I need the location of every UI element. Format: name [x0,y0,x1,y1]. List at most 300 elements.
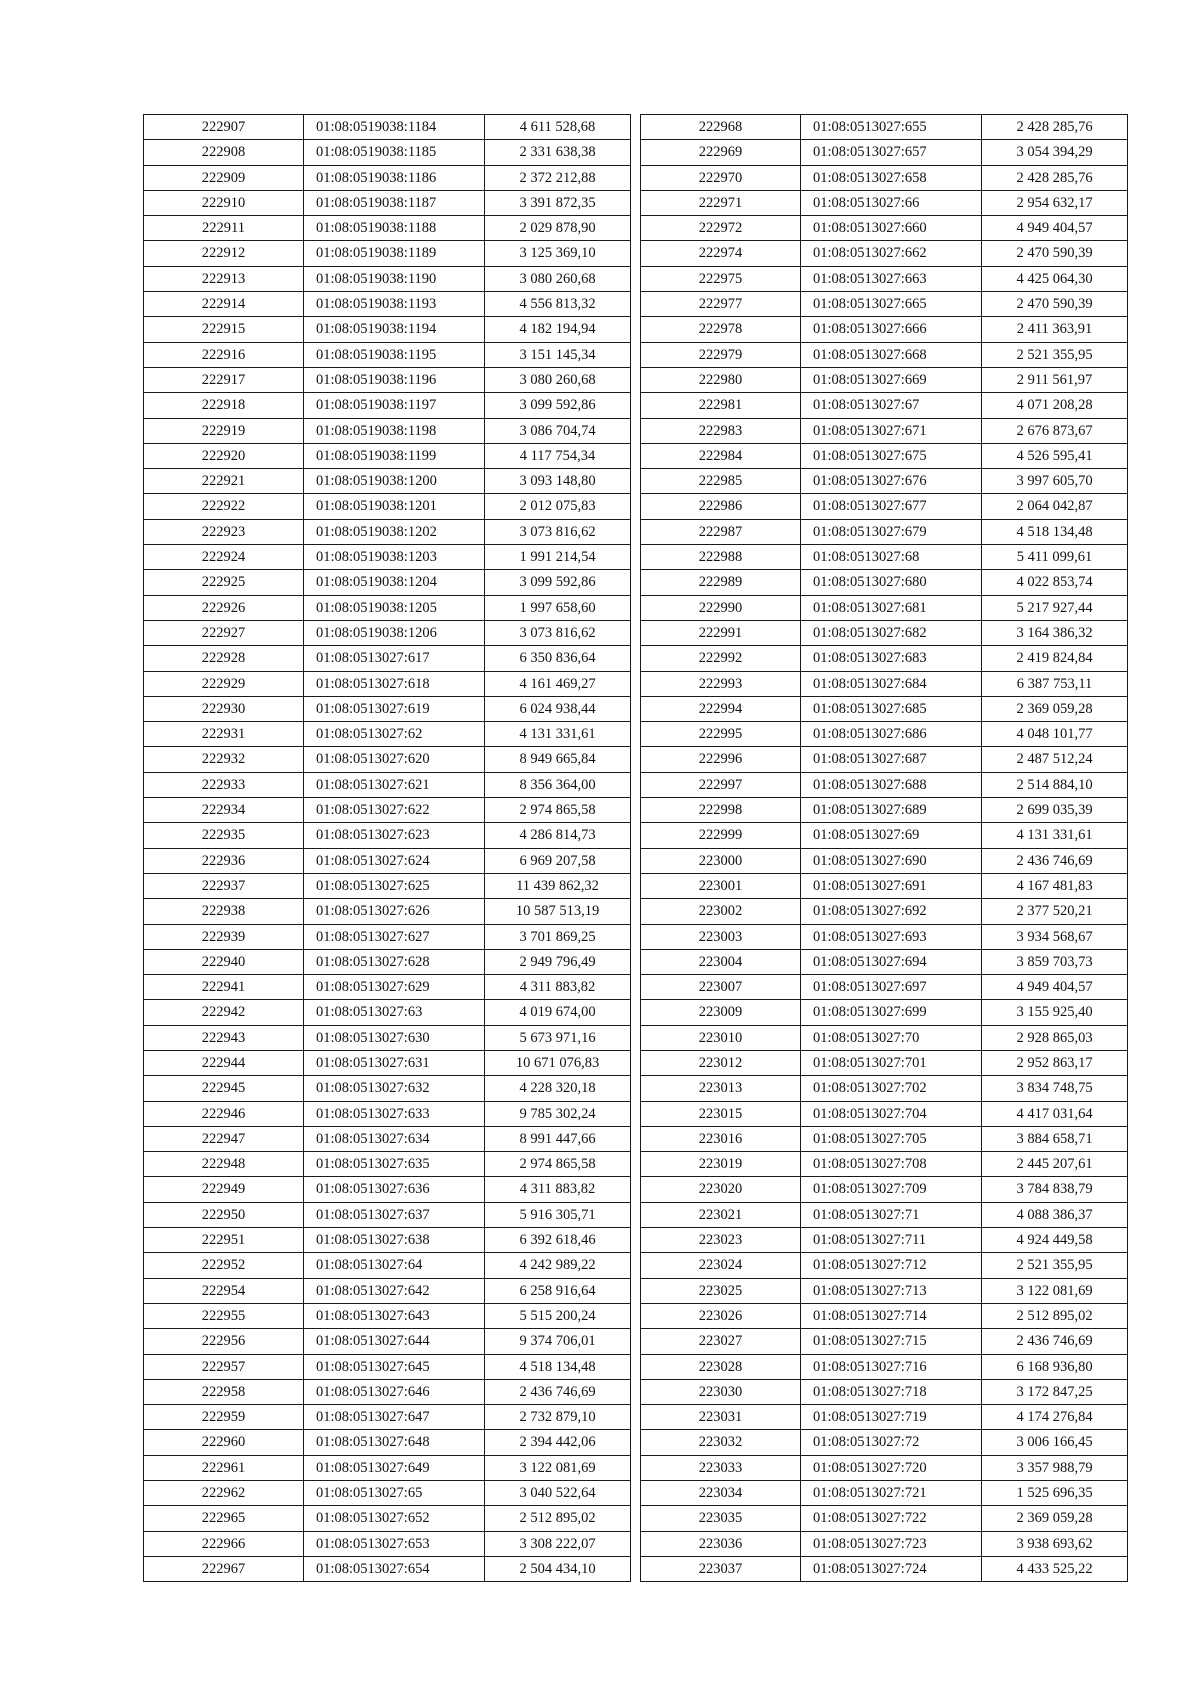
cadastral-value: 9 374 706,01 [485,1329,631,1354]
row-number: 222947 [144,1126,304,1151]
row-number: 222994 [641,696,801,721]
cadastral-value: 3 834 748,75 [982,1076,1128,1101]
cadastral-value: 4 117 754,34 [485,443,631,468]
table-row [144,241,631,266]
cadastral-value: 1 525 696,35 [982,1481,1128,1506]
cadastral-value: 2 514 884,10 [982,772,1128,797]
cadastral-value: 8 949 665,84 [485,747,631,772]
cadastral-value: 2 911 561,97 [982,367,1128,392]
cadastral-number: 01:08:0513027:621 [304,772,485,797]
row-number: 222951 [144,1228,304,1253]
cadastral-value: 2 512 895,02 [485,1506,631,1531]
cadastral-number: 01:08:0519038:1195 [304,342,485,367]
cadastral-number: 01:08:0513027:712 [801,1253,982,1278]
row-number: 222979 [641,342,801,367]
table-row [641,722,1128,747]
cadastral-value: 4 131 331,61 [982,823,1128,848]
table-row [641,418,1128,443]
row-number: 222987 [641,519,801,544]
table-row [641,342,1128,367]
row-number: 222912 [144,241,304,266]
row-number: 223035 [641,1506,801,1531]
cadastral-value: 4 949 404,57 [982,975,1128,1000]
table-row [144,873,631,898]
cadastral-number: 01:08:0513027:705 [801,1126,982,1151]
cadastral-value: 8 356 364,00 [485,772,631,797]
cadastral-number: 01:08:0513027:619 [304,696,485,721]
cadastral-value: 3 357 988,79 [982,1455,1128,1480]
table-row [641,975,1128,1000]
cadastral-value: 4 433 525,22 [982,1556,1128,1581]
row-number: 223019 [641,1152,801,1177]
cadastral-value: 2 428 285,76 [982,115,1128,140]
row-number: 222996 [641,747,801,772]
cadastral-number: 01:08:0513027:635 [304,1152,485,1177]
cadastral-value: 3 093 148,80 [485,469,631,494]
cadastral-value: 2 331 638,38 [485,140,631,165]
cadastral-value: 1 991 214,54 [485,545,631,570]
table-row [144,469,631,494]
table-row [641,266,1128,291]
cadastral-number: 01:08:0513027:71 [801,1202,982,1227]
row-number: 222997 [641,772,801,797]
table-row [641,1481,1128,1506]
row-number: 223028 [641,1354,801,1379]
cadastral-value: 2 949 796,49 [485,949,631,974]
cadastral-number: 01:08:0519038:1184 [304,115,485,140]
table-row [144,1405,631,1430]
cadastral-value: 3 784 838,79 [982,1177,1128,1202]
cadastral-value: 4 088 386,37 [982,1202,1128,1227]
row-number: 223031 [641,1405,801,1430]
row-number: 222931 [144,722,304,747]
row-number: 223023 [641,1228,801,1253]
row-number: 222940 [144,949,304,974]
row-number: 222958 [144,1379,304,1404]
row-number: 222909 [144,165,304,190]
row-number: 223033 [641,1455,801,1480]
cadastral-number: 01:08:0513027:680 [801,570,982,595]
cadastral-number: 01:08:0513027:724 [801,1556,982,1581]
cadastral-value: 4 019 674,00 [485,1000,631,1025]
table-row [641,1455,1128,1480]
table-row [144,317,631,342]
cadastral-number: 01:08:0513027:658 [801,165,982,190]
row-number: 222980 [641,367,801,392]
table-row [641,519,1128,544]
row-number: 222913 [144,266,304,291]
table-row [641,1050,1128,1075]
cadastral-number: 01:08:0513027:721 [801,1481,982,1506]
cadastral-value: 4 311 883,82 [485,975,631,1000]
cadastral-value: 10 671 076,83 [485,1050,631,1075]
row-number: 222961 [144,1455,304,1480]
row-number: 222924 [144,545,304,570]
table-row [144,722,631,747]
cadastral-value: 5 411 099,61 [982,545,1128,570]
cadastral-number: 01:08:0513027:677 [801,494,982,519]
cadastral-value: 6 392 618,46 [485,1228,631,1253]
cadastral-value: 2 436 746,69 [982,848,1128,873]
cadastral-value: 4 518 134,48 [485,1354,631,1379]
cadastral-number: 01:08:0513027:682 [801,620,982,645]
table-row [144,1278,631,1303]
cadastral-value: 2 436 746,69 [485,1379,631,1404]
cadastral-value: 5 673 971,16 [485,1025,631,1050]
table-row [641,241,1128,266]
table-row [144,1556,631,1581]
table-row [641,115,1128,140]
row-number: 223010 [641,1025,801,1050]
row-number: 222966 [144,1531,304,1556]
cadastral-number: 01:08:0513027:675 [801,443,982,468]
row-number: 222919 [144,418,304,443]
table-row [641,1126,1128,1151]
row-number: 222991 [641,620,801,645]
cadastral-value: 3 164 386,32 [982,620,1128,645]
table-row [144,1481,631,1506]
cadastral-value: 4 242 989,22 [485,1253,631,1278]
table-row [144,620,631,645]
cadastral-number: 01:08:0513027:638 [304,1228,485,1253]
row-number: 222930 [144,696,304,721]
cadastral-number: 01:08:0519038:1203 [304,545,485,570]
cadastral-number: 01:08:0519038:1204 [304,570,485,595]
cadastral-number: 01:08:0513027:632 [304,1076,485,1101]
cadastral-value: 4 048 101,77 [982,722,1128,747]
table-row [144,1379,631,1404]
table-row [144,823,631,848]
cadastral-number: 01:08:0513027:630 [304,1025,485,1050]
table-row [641,1202,1128,1227]
row-number: 222944 [144,1050,304,1075]
table-row [144,1253,631,1278]
cadastral-number: 01:08:0513027:671 [801,418,982,443]
row-number: 222984 [641,443,801,468]
row-number: 222943 [144,1025,304,1050]
cadastral-value: 8 991 447,66 [485,1126,631,1151]
table-row [641,1152,1128,1177]
table-row [144,1506,631,1531]
table-row [144,646,631,671]
row-number: 222910 [144,190,304,215]
cadastral-value: 3 122 081,69 [485,1455,631,1480]
cadastral-value: 2 512 895,02 [982,1303,1128,1328]
cadastral-number: 01:08:0519038:1205 [304,595,485,620]
cadastral-table-left [143,114,631,1582]
cadastral-value: 2 487 512,24 [982,747,1128,772]
row-number: 223012 [641,1050,801,1075]
table-row [144,1152,631,1177]
cadastral-number: 01:08:0513027:631 [304,1050,485,1075]
table-row [144,1354,631,1379]
cadastral-number: 01:08:0513027:697 [801,975,982,1000]
cadastral-number: 01:08:0513027:720 [801,1455,982,1480]
cadastral-value: 3 006 166,45 [982,1430,1128,1455]
cadastral-number: 01:08:0513027:628 [304,949,485,974]
table-row [641,140,1128,165]
cadastral-number: 01:08:0513027:649 [304,1455,485,1480]
row-number: 222967 [144,1556,304,1581]
row-number: 222970 [641,165,801,190]
cadastral-number: 01:08:0513027:683 [801,646,982,671]
table-row [144,696,631,721]
table-row [144,190,631,215]
cadastral-number: 01:08:0513027:723 [801,1531,982,1556]
cadastral-value: 2 411 363,91 [982,317,1128,342]
row-number: 223026 [641,1303,801,1328]
cadastral-value: 4 556 813,32 [485,292,631,317]
cadastral-number: 01:08:0513027:623 [304,823,485,848]
cadastral-number: 01:08:0513027:701 [801,1050,982,1075]
table-row [641,1405,1128,1430]
cadastral-value: 2 699 035,39 [982,798,1128,823]
table-row [641,317,1128,342]
row-number: 222932 [144,747,304,772]
cadastral-number: 01:08:0513027:644 [304,1329,485,1354]
table-row [144,393,631,418]
cadastral-number: 01:08:0513027:653 [304,1531,485,1556]
cadastral-number: 01:08:0513027:709 [801,1177,982,1202]
cadastral-number: 01:08:0513027:67 [801,393,982,418]
cadastral-value: 5 217 927,44 [982,595,1128,620]
cadastral-number: 01:08:0519038:1189 [304,241,485,266]
row-number: 223037 [641,1556,801,1581]
table-row [144,140,631,165]
cadastral-number: 01:08:0519038:1197 [304,393,485,418]
cadastral-number: 01:08:0513027:669 [801,367,982,392]
row-number: 222936 [144,848,304,873]
cadastral-number: 01:08:0513027:660 [801,216,982,241]
row-number: 222998 [641,798,801,823]
cadastral-number: 01:08:0513027:690 [801,848,982,873]
table-row [641,1177,1128,1202]
cadastral-number: 01:08:0519038:1201 [304,494,485,519]
cadastral-value: 3 080 260,68 [485,266,631,291]
cadastral-number: 01:08:0513027:625 [304,873,485,898]
cadastral-number: 01:08:0513027:694 [801,949,982,974]
table-row [641,165,1128,190]
row-number: 222978 [641,317,801,342]
cadastral-number: 01:08:0519038:1202 [304,519,485,544]
row-number: 222908 [144,140,304,165]
table-row [641,190,1128,215]
cadastral-value: 2 974 865,58 [485,1152,631,1177]
table-row [144,1101,631,1126]
table-row [641,1278,1128,1303]
row-number: 222945 [144,1076,304,1101]
cadastral-value: 2 419 824,84 [982,646,1128,671]
row-number: 222915 [144,317,304,342]
row-number: 223025 [641,1278,801,1303]
cadastral-number: 01:08:0513027:652 [304,1506,485,1531]
cadastral-value: 4 417 031,64 [982,1101,1128,1126]
cadastral-number: 01:08:0513027:624 [304,848,485,873]
row-number: 222918 [144,393,304,418]
table-row [144,1303,631,1328]
cadastral-value: 3 859 703,73 [982,949,1128,974]
cadastral-value: 5 916 305,71 [485,1202,631,1227]
cadastral-value: 4 311 883,82 [485,1177,631,1202]
row-number: 222937 [144,873,304,898]
cadastral-value: 2 470 590,39 [982,292,1128,317]
table-row [641,443,1128,468]
row-number: 222960 [144,1430,304,1455]
table-row [641,1531,1128,1556]
table-row [144,848,631,873]
cadastral-number: 01:08:0513027:618 [304,671,485,696]
cadastral-number: 01:08:0513027:665 [801,292,982,317]
row-number: 222995 [641,722,801,747]
row-number: 222955 [144,1303,304,1328]
cadastral-number: 01:08:0519038:1190 [304,266,485,291]
cadastral-value: 10 587 513,19 [485,899,631,924]
row-number: 223020 [641,1177,801,1202]
cadastral-value: 9 785 302,24 [485,1101,631,1126]
cadastral-value: 2 029 878,90 [485,216,631,241]
row-number: 223004 [641,949,801,974]
cadastral-value: 3 151 145,34 [485,342,631,367]
cadastral-number: 01:08:0513027:685 [801,696,982,721]
table-row [144,1455,631,1480]
cadastral-number: 01:08:0513027:719 [801,1405,982,1430]
cadastral-number: 01:08:0519038:1188 [304,216,485,241]
row-number: 222920 [144,443,304,468]
cadastral-number: 01:08:0513027:714 [801,1303,982,1328]
cadastral-number: 01:08:0513027:704 [801,1101,982,1126]
cadastral-value: 2 504 434,10 [485,1556,631,1581]
cadastral-value: 3 125 369,10 [485,241,631,266]
table-row [641,1076,1128,1101]
table-row [144,216,631,241]
table-row [144,570,631,595]
row-number: 223027 [641,1329,801,1354]
cadastral-number: 01:08:0513027:645 [304,1354,485,1379]
table-row [641,469,1128,494]
cadastral-value: 4 949 404,57 [982,216,1128,241]
table-row [641,772,1128,797]
table-row [144,1050,631,1075]
row-number: 223001 [641,873,801,898]
cadastral-value: 2 369 059,28 [982,1506,1128,1531]
row-number: 222988 [641,545,801,570]
cadastral-value: 11 439 862,32 [485,873,631,898]
row-number: 222929 [144,671,304,696]
table-row [144,924,631,949]
row-number: 222927 [144,620,304,645]
cadastral-value: 2 436 746,69 [982,1329,1128,1354]
cadastral-value: 3 099 592,86 [485,393,631,418]
table-row [144,342,631,367]
table-row [144,292,631,317]
cadastral-number: 01:08:0513027:679 [801,519,982,544]
cadastral-value: 3 391 872,35 [485,190,631,215]
table-body-left [144,115,631,1582]
cadastral-value: 3 884 658,71 [982,1126,1128,1151]
table-row [144,1126,631,1151]
cadastral-value: 3 054 394,29 [982,140,1128,165]
row-number: 222993 [641,671,801,696]
cadastral-number: 01:08:0513027:681 [801,595,982,620]
cadastral-number: 01:08:0513027:691 [801,873,982,898]
table-row [641,646,1128,671]
cadastral-value: 4 286 814,73 [485,823,631,848]
cadastral-number: 01:08:0513027:64 [304,1253,485,1278]
row-number: 222950 [144,1202,304,1227]
row-number: 222948 [144,1152,304,1177]
table-row [641,924,1128,949]
cadastral-value: 2 732 879,10 [485,1405,631,1430]
table-row [144,266,631,291]
cadastral-number: 01:08:0513027:647 [304,1405,485,1430]
cadastral-number: 01:08:0513027:636 [304,1177,485,1202]
table-row [144,494,631,519]
table-row [144,367,631,392]
cadastral-value: 2 928 865,03 [982,1025,1128,1050]
cadastral-number: 01:08:0513027:676 [801,469,982,494]
row-number: 223016 [641,1126,801,1151]
cadastral-number: 01:08:0513027:69 [801,823,982,848]
table-row [641,1000,1128,1025]
row-number: 222972 [641,216,801,241]
cadastral-value: 4 425 064,30 [982,266,1128,291]
cadastral-value: 6 168 936,80 [982,1354,1128,1379]
cadastral-value: 6 969 207,58 [485,848,631,873]
row-number: 222956 [144,1329,304,1354]
cadastral-number: 01:08:0513027:643 [304,1303,485,1328]
table-row [144,1329,631,1354]
cadastral-number: 01:08:0513027:654 [304,1556,485,1581]
cadastral-value: 4 611 528,68 [485,115,631,140]
cadastral-number: 01:08:0513027:718 [801,1379,982,1404]
row-number: 223002 [641,899,801,924]
cadastral-value: 5 515 200,24 [485,1303,631,1328]
row-number: 222989 [641,570,801,595]
table-row [144,115,631,140]
cadastral-value: 2 952 863,17 [982,1050,1128,1075]
cadastral-number: 01:08:0513027:627 [304,924,485,949]
cadastral-number: 01:08:0519038:1196 [304,367,485,392]
cadastral-value: 2 369 059,28 [982,696,1128,721]
table-row [641,393,1128,418]
cadastral-number: 01:08:0513027:692 [801,899,982,924]
cadastral-number: 01:08:0513027:699 [801,1000,982,1025]
row-number: 222916 [144,342,304,367]
cadastral-number: 01:08:0513027:693 [801,924,982,949]
row-number: 222971 [641,190,801,215]
row-number: 223009 [641,1000,801,1025]
cadastral-value: 2 394 442,06 [485,1430,631,1455]
table-row [144,1076,631,1101]
cadastral-value: 2 445 207,61 [982,1152,1128,1177]
row-number: 222911 [144,216,304,241]
cadastral-number: 01:08:0519038:1206 [304,620,485,645]
cadastral-value: 2 064 042,87 [982,494,1128,519]
row-number: 222968 [641,115,801,140]
row-number: 223021 [641,1202,801,1227]
cadastral-number: 01:08:0519038:1187 [304,190,485,215]
cadastral-number: 01:08:0513027:634 [304,1126,485,1151]
cadastral-value: 2 974 865,58 [485,798,631,823]
row-number: 223000 [641,848,801,873]
cadastral-number: 01:08:0513027:63 [304,1000,485,1025]
table-row [144,1000,631,1025]
table-body-right [641,115,1128,1582]
cadastral-number: 01:08:0513027:637 [304,1202,485,1227]
cadastral-number: 01:08:0513027:716 [801,1354,982,1379]
cadastral-value: 4 167 481,83 [982,873,1128,898]
cadastral-value: 2 012 075,83 [485,494,631,519]
